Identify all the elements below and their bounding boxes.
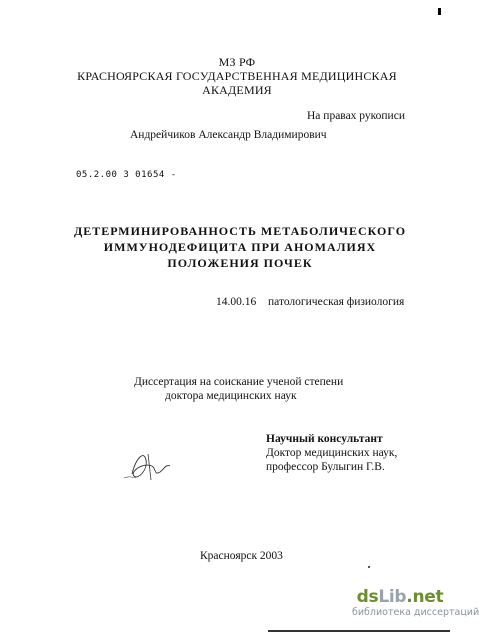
- degree-line2: доктора медицинских наук: [165, 390, 297, 402]
- dslib-brand-ds: ds: [356, 587, 379, 607]
- dslib-brand: [352, 588, 448, 607]
- scan-edge-mark-bottom: [268, 630, 450, 632]
- dissertation-title-line2: ИММУНОДЕФИЦИТА ПРИ АНОМАЛИЯХ: [103, 240, 377, 254]
- ministry-label: МЗ РФ: [218, 55, 256, 69]
- consultant-heading: Научный консультант: [266, 433, 383, 445]
- consultant-name: профессор Булыгин Г.В.: [266, 461, 385, 473]
- dslib-brand-net: .net: [406, 587, 444, 607]
- rights-note: На правах рукописи: [307, 110, 405, 122]
- archive-stamp-code: 05.2.00 3 01654 -: [76, 170, 177, 180]
- city-year: Красноярск 2003: [200, 550, 283, 562]
- specialty-code: 14.00.16: [216, 296, 257, 308]
- dslib-tagline: библиотека диссертаций: [352, 607, 479, 618]
- author-name: Андрейчиков Александр Владимирович: [130, 129, 327, 141]
- degree-line1: Диссертация на соискание ученой степени: [134, 376, 344, 388]
- dslib-brand-lib: Lib: [378, 587, 407, 607]
- consultant-degree: Доктор медицинских наук,: [266, 447, 398, 459]
- dissertation-title-line3: ПОЛОЖЕНИЯ ПОЧЕК: [167, 256, 313, 270]
- institution-name-line2: АКАДЕМИЯ: [202, 83, 272, 97]
- scan-edge-mark-top: [438, 8, 441, 15]
- scan-speck: [368, 566, 370, 568]
- dslib-watermark[interactable]: [352, 587, 479, 619]
- institution-name-line1: КРАСНОЯРСКАЯ ГОСУДАРСТВЕННАЯ МЕДИЦИНСКАЯ: [77, 69, 397, 83]
- dissertation-title-line1: ДЕТЕРМИНИРОВАННОСТЬ МЕТАБОЛИЧЕСКОГО: [73, 224, 407, 238]
- handwritten-signature: [118, 440, 188, 490]
- specialty-name: патологическая физиология: [268, 296, 405, 308]
